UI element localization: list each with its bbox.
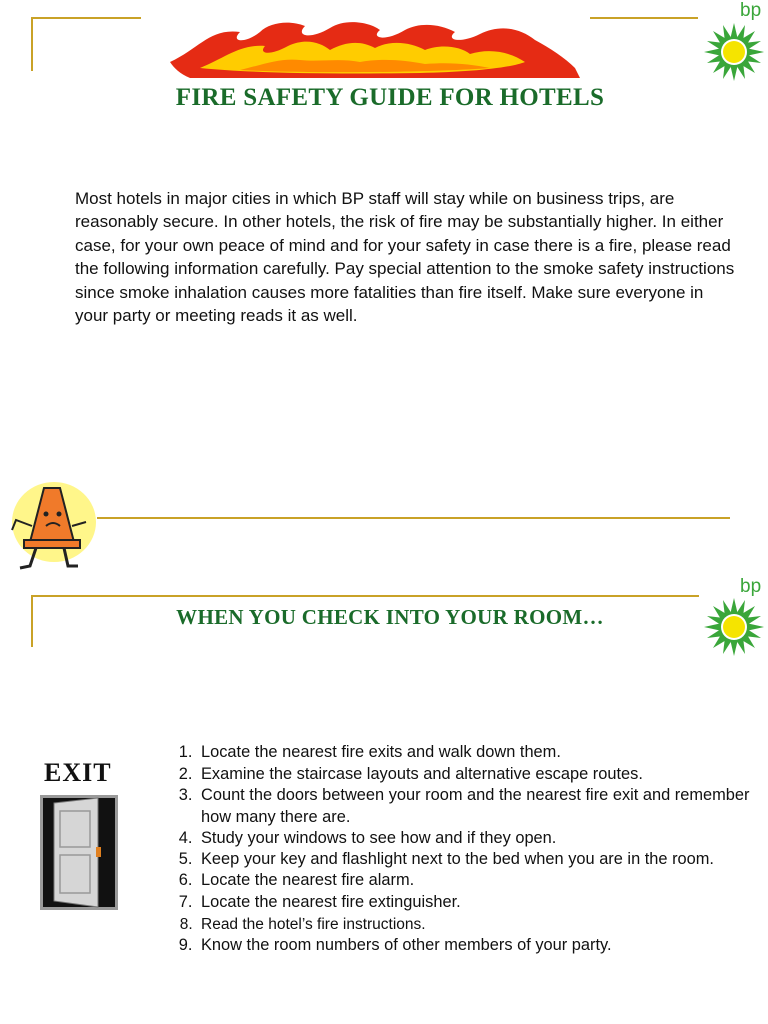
check-in-steps-list (165, 742, 767, 957)
corner-rule-vertical (31, 17, 33, 71)
list-item: 9. Know the room numbers of other members of your party. (197, 935, 767, 957)
list-item: 3. Count the doors between your room and the nearest fire exit and remember how many there are. (197, 785, 767, 828)
exit-door-icon (40, 795, 118, 910)
list-item: 7. Locate the nearest fire extinguisher. (197, 892, 767, 914)
section-divider (97, 517, 730, 519)
bp-helios-logo (703, 22, 765, 82)
bp-wordmark: bp (740, 0, 762, 21)
bp-wordmark-2: bp (740, 576, 762, 597)
list-item: 5. Keep your key and flashlight next to the bed when you are in the room. (197, 850, 767, 871)
corner-rule-horizontal (31, 17, 141, 19)
header-rule-right (590, 17, 698, 19)
list-item: 4. Study your windows to see how and if they open. (197, 828, 767, 850)
page-title: FIRE SAFETY GUIDE FOR HOTELS (175, 84, 605, 111)
exit-label: EXIT (44, 758, 112, 787)
flames-graphic (170, 18, 582, 80)
traffic-cone-mascot-icon (6, 480, 96, 572)
corner-rule-horizontal-2 (31, 595, 699, 597)
list-item: 2. Examine the staircase layouts and alternative escape routes. (197, 764, 767, 786)
list-item: 1. Locate the nearest fire exits and walk down them. (197, 742, 767, 764)
intro-paragraph: Most hotels in major cities in which BP staff will stay while on business trips, are reasonably secure. In other hotels, the risk of fire may be substantially higher. In either case, for your own peace of mind and for your safety in case there is a fire, please read the following information carefully. Pay special attention to the smoke safety instructions since smoke inhalation causes more fatalities than fire itself. Make sure everyone in your party or meeting reads it as well. (75, 189, 735, 326)
corner-rule-vertical-2 (31, 595, 33, 647)
list-item: 6. Locate the nearest fire alarm. (197, 870, 767, 892)
bp-helios-logo-2 (703, 597, 765, 657)
list-item: 8. Read the hotel’s fire instructions. (197, 914, 767, 936)
section-title: WHEN YOU CHECK INTO YOUR ROOM… (176, 605, 604, 629)
